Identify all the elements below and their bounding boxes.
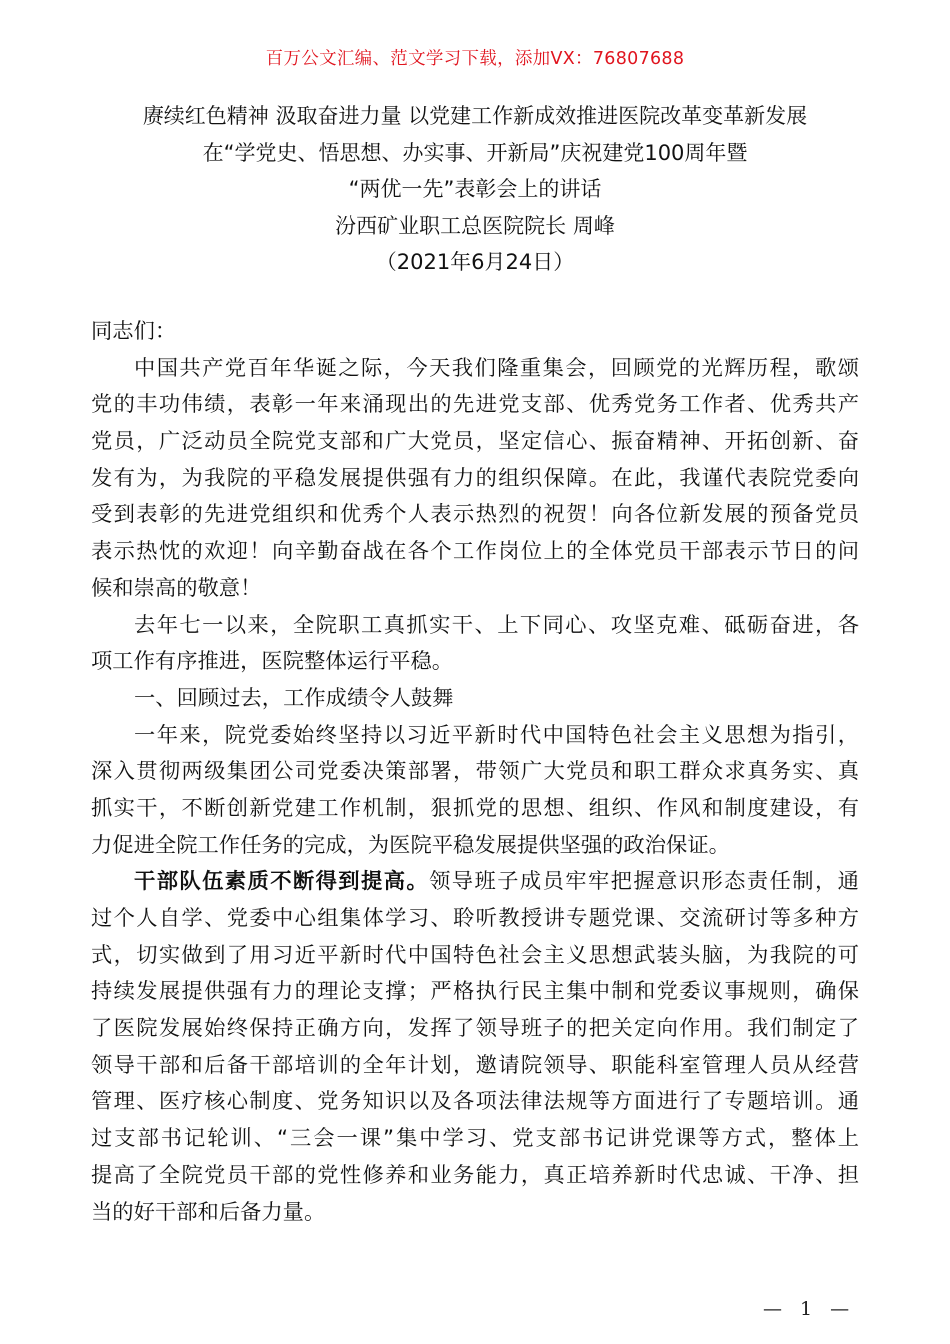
document-body xyxy=(91,314,859,1231)
title-line-occasion: 在“学党史、悟思想、办实事、开新局”庆祝建党100周年暨 xyxy=(202,140,748,165)
salutation: 同志们： xyxy=(91,319,177,344)
paragraph-line: 项工作有序推进，医院整体运行平稳。 xyxy=(91,649,454,675)
paragraph-line: 党员，广泛动员全院党支部和广大党员，坚定信心、振奋精神、开拓创新、奋 xyxy=(91,429,859,455)
paragraph-cadre-quality xyxy=(91,864,859,1231)
bold-lead-sentence: 干部队伍素质不断得到提高。 xyxy=(134,869,430,895)
paragraph-line: 过支部书记轮训、“三会一课”集中学习、党支部书记讲党课等方式，整体上 xyxy=(91,1126,859,1152)
paragraph-line: 中国共产党百年华诞之际，今天我们隆重集会，回顾党的光辉历程，歌颂 xyxy=(134,355,859,381)
title-line-speech: “两优一先”表彰会上的讲话 xyxy=(348,177,602,202)
paragraph-line xyxy=(91,864,859,901)
paragraph-line: 候和崇高的敬意！ xyxy=(91,575,262,601)
paragraph-line: 管理、医疗核心制度、党务知识以及各项法律法规等方面进行了专题培训。通 xyxy=(91,1089,859,1115)
page-number: — 1 — xyxy=(763,1298,856,1320)
title-line-speaker: 汾西矿业职工总医院院长 周峰 xyxy=(335,213,615,238)
paragraph-line: 提高了全院党员干部的党性修养和业务能力，真正培养新时代忠诚、干净、担 xyxy=(91,1162,859,1188)
paragraph-line: 发有为，为我院的平稳发展提供强有力的组织保障。在此，我谨代表院党委向 xyxy=(91,465,859,491)
paragraph-line: 过个人自学、党委中心组集体学习、聆听教授讲专题党课、交流研讨等多种方 xyxy=(91,906,859,931)
paragraph-line: 一年来，院党委始终坚持以习近平新时代中国特色社会主义思想为指引， xyxy=(134,722,859,748)
lead-sentence-rest: 领导班子成员牢牢把握意识形态责任制，通 xyxy=(429,869,859,895)
title-line-main: 赓续红色精神 汲取奋进力量 以党建工作新成效推进医院改革变革新发展 xyxy=(142,104,808,128)
paragraph-line: 领导干部和后备干部培训的全年计划，邀请院领导、职能科室管理人员从经营 xyxy=(91,1052,859,1078)
paragraph-line: 表示热忱的欢迎！向辛勤奋战在各个工作岗位上的全体党员干部表示节日的问 xyxy=(91,539,859,565)
section-heading: 一、回顾过去，工作成绩令人鼓舞 xyxy=(134,685,454,711)
paragraph-review xyxy=(91,608,859,681)
watermark-banner: 百万公文汇编、范文学习下载，添加VX：76807688 xyxy=(265,49,685,69)
paragraph-party-committee xyxy=(91,718,859,865)
paragraph-line: 党的丰功伟绩，表彰一年来涌现出的先进党支部、优秀党务工作者、优秀共产 xyxy=(91,392,859,418)
paragraph-line: 了医院发展始终保持正确方向，发挥了领导班子的把关定向作用。我们制定了 xyxy=(91,1016,859,1042)
paragraph-line: 力促进全院工作任务的完成，为医院平稳发展提供坚强的政治保证。 xyxy=(91,832,730,858)
paragraph-line: 持续发展提供强有力的理论支撑；严格执行民主集中制和党委议事规则，确保 xyxy=(91,979,859,1005)
paragraph-line: 受到表彰的先进党组织和优秀个人表示热烈的祝贺！向各位新发展的预备党员 xyxy=(91,502,859,528)
paragraph-line: 抓实干，不断创新党建工作机制，狠抓党的思想、组织、作风和制度建设，有 xyxy=(91,795,859,821)
document-title xyxy=(0,98,950,281)
paragraph-line: 式，切实做到了用习近平新时代中国特色社会主义思想武装头脑，为我院的可 xyxy=(91,942,859,968)
paragraph-line: 当的好干部和后备力量。 xyxy=(91,1199,326,1225)
paragraph-line: 去年七一以来，全院职工真抓实干、上下同心、攻坚克难、砥砺奋进，各 xyxy=(134,612,859,638)
title-line-date: （2021年6月24日） xyxy=(375,250,575,275)
paragraph-opening xyxy=(91,351,859,608)
paragraph-line: 深入贯彻两级集团公司党委决策部署，带领广大党员和职工群众求真务实、真 xyxy=(91,759,859,785)
